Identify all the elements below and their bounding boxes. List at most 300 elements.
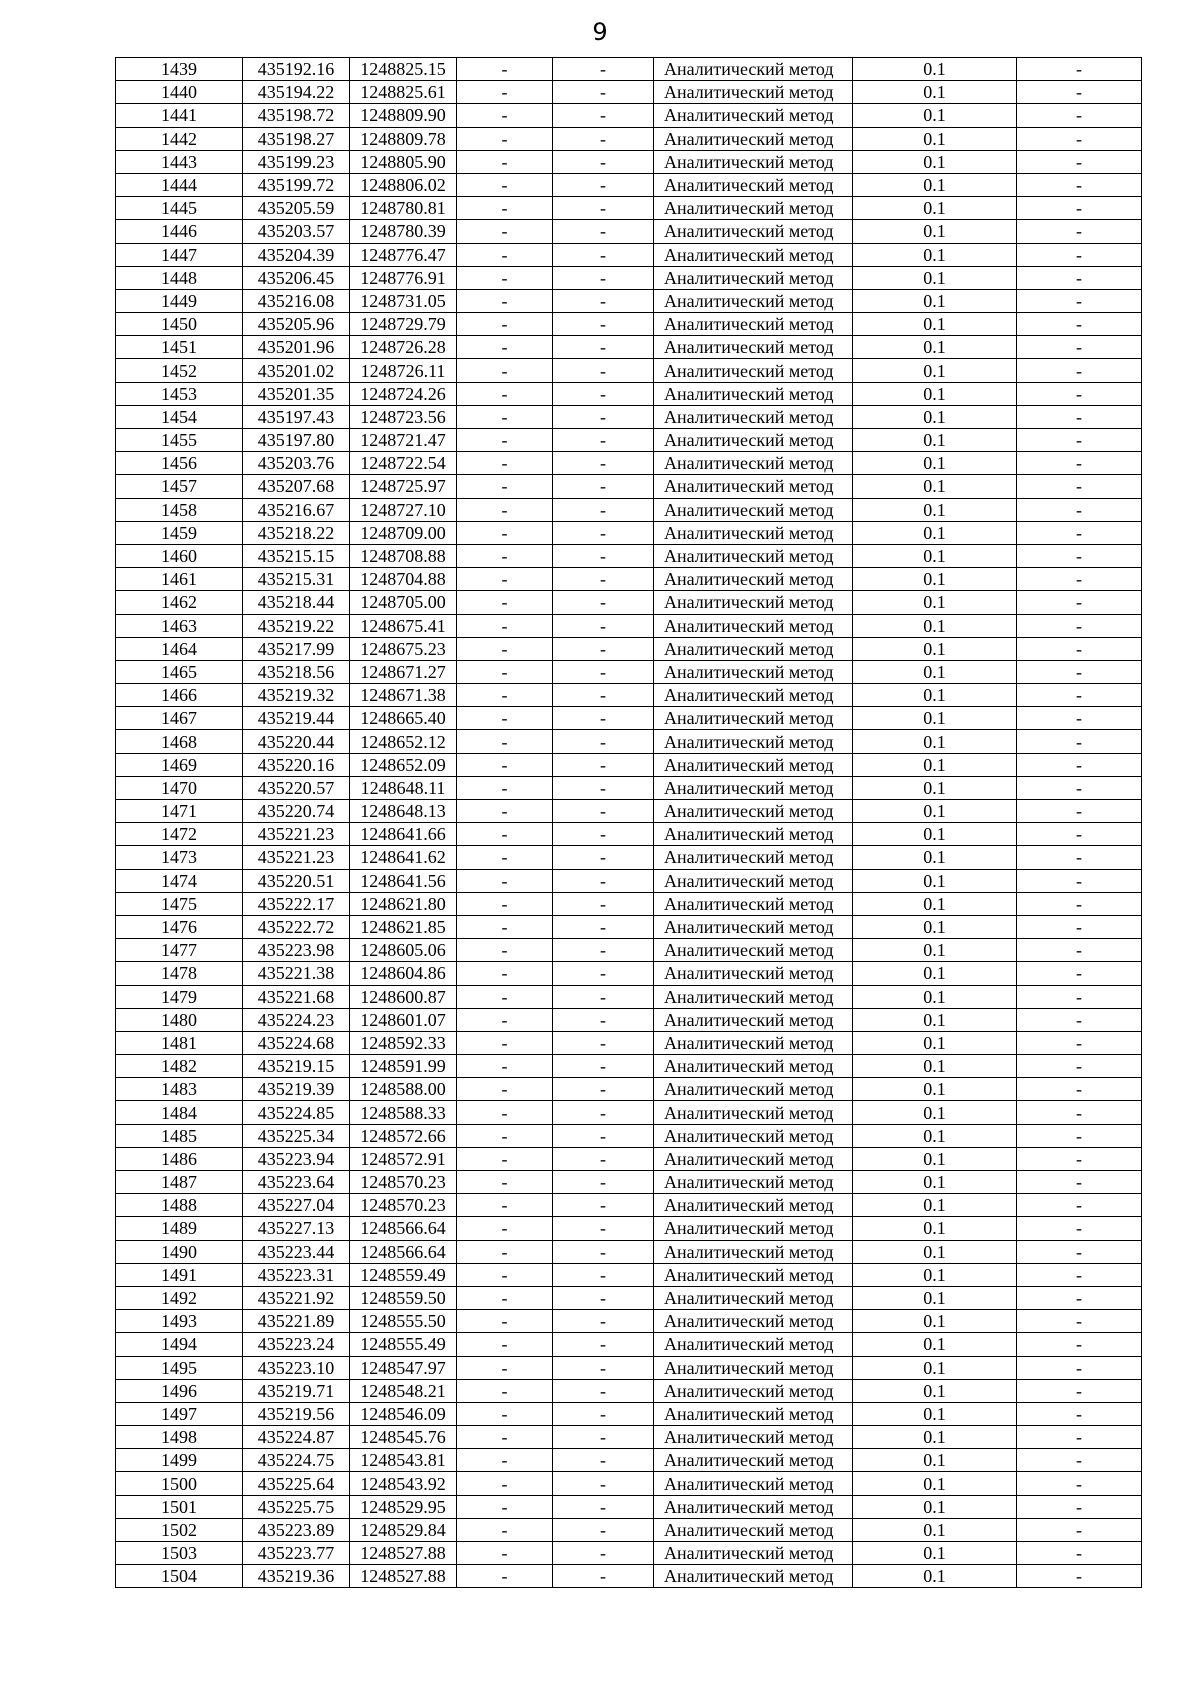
empty-cell-c: - — [1017, 220, 1142, 243]
empty-cell-c: - — [1017, 776, 1142, 799]
empty-cell-b: - — [553, 58, 654, 81]
point-number-cell: 1497 — [116, 1402, 243, 1425]
empty-cell-b: - — [553, 498, 654, 521]
empty-cell-c: - — [1017, 1518, 1142, 1541]
empty-cell-c: - — [1017, 1495, 1142, 1518]
x-coordinate-cell: 435223.77 — [243, 1542, 350, 1565]
empty-cell-a: - — [457, 776, 553, 799]
method-cell: Аналитический метод — [654, 1542, 853, 1565]
empty-cell-a: - — [457, 1542, 553, 1565]
table-row — [116, 1031, 1142, 1054]
table-row — [116, 614, 1142, 637]
x-coordinate-cell: 435222.17 — [243, 892, 350, 915]
method-cell: Аналитический метод — [654, 1402, 853, 1425]
method-cell: Аналитический метод — [654, 660, 853, 683]
x-coordinate-cell: 435218.22 — [243, 521, 350, 544]
y-coordinate-cell: 1248641.66 — [350, 823, 457, 846]
accuracy-cell: 0.1 — [853, 660, 1017, 683]
y-coordinate-cell: 1248809.90 — [350, 104, 457, 127]
method-cell: Аналитический метод — [654, 81, 853, 104]
x-coordinate-cell: 435223.98 — [243, 939, 350, 962]
table-row — [116, 915, 1142, 938]
x-coordinate-cell: 435225.34 — [243, 1124, 350, 1147]
empty-cell-b: - — [553, 1263, 654, 1286]
empty-cell-b: - — [553, 1449, 654, 1472]
empty-cell-a: - — [457, 915, 553, 938]
method-cell: Аналитический метод — [654, 1124, 853, 1147]
empty-cell-c: - — [1017, 58, 1142, 81]
accuracy-cell: 0.1 — [853, 1171, 1017, 1194]
x-coordinate-cell: 435225.64 — [243, 1472, 350, 1495]
accuracy-cell: 0.1 — [853, 1565, 1017, 1588]
x-coordinate-cell: 435205.96 — [243, 313, 350, 336]
empty-cell-a: - — [457, 266, 553, 289]
empty-cell-a: - — [457, 637, 553, 660]
y-coordinate-cell: 1248641.56 — [350, 869, 457, 892]
empty-cell-a: - — [457, 1078, 553, 1101]
accuracy-cell: 0.1 — [853, 1518, 1017, 1541]
empty-cell-c: - — [1017, 1356, 1142, 1379]
table-row — [116, 730, 1142, 753]
empty-cell-b: - — [553, 846, 654, 869]
x-coordinate-cell: 435198.27 — [243, 127, 350, 150]
empty-cell-a: - — [457, 1449, 553, 1472]
empty-cell-b: - — [553, 1171, 654, 1194]
y-coordinate-cell: 1248652.12 — [350, 730, 457, 753]
x-coordinate-cell: 435223.10 — [243, 1356, 350, 1379]
empty-cell-c: - — [1017, 1333, 1142, 1356]
y-coordinate-cell: 1248671.38 — [350, 684, 457, 707]
point-number-cell: 1460 — [116, 544, 243, 567]
y-coordinate-cell: 1248671.27 — [350, 660, 457, 683]
empty-cell-c: - — [1017, 591, 1142, 614]
point-number-cell: 1462 — [116, 591, 243, 614]
table-row — [116, 660, 1142, 683]
method-cell: Аналитический метод — [654, 1101, 853, 1124]
method-cell: Аналитический метод — [654, 104, 853, 127]
y-coordinate-cell: 1248721.47 — [350, 429, 457, 452]
point-number-cell: 1470 — [116, 776, 243, 799]
empty-cell-c: - — [1017, 289, 1142, 312]
y-coordinate-cell: 1248709.00 — [350, 521, 457, 544]
x-coordinate-cell: 435227.13 — [243, 1217, 350, 1240]
table-row — [116, 452, 1142, 475]
empty-cell-b: - — [553, 1217, 654, 1240]
table-row — [116, 1495, 1142, 1518]
accuracy-cell: 0.1 — [853, 429, 1017, 452]
empty-cell-c: - — [1017, 173, 1142, 196]
empty-cell-c: - — [1017, 1101, 1142, 1124]
method-cell: Аналитический метод — [654, 1565, 853, 1588]
point-number-cell: 1442 — [116, 127, 243, 150]
x-coordinate-cell: 435192.16 — [243, 58, 350, 81]
empty-cell-b: - — [553, 753, 654, 776]
accuracy-cell: 0.1 — [853, 405, 1017, 428]
method-cell: Аналитический метод — [654, 382, 853, 405]
empty-cell-a: - — [457, 220, 553, 243]
accuracy-cell: 0.1 — [853, 58, 1017, 81]
point-number-cell: 1448 — [116, 266, 243, 289]
empty-cell-a: - — [457, 892, 553, 915]
table-row — [116, 81, 1142, 104]
empty-cell-c: - — [1017, 405, 1142, 428]
x-coordinate-cell: 435224.68 — [243, 1031, 350, 1054]
empty-cell-c: - — [1017, 1310, 1142, 1333]
method-cell: Аналитический метод — [654, 1055, 853, 1078]
method-cell: Аналитический метод — [654, 1333, 853, 1356]
x-coordinate-cell: 435220.44 — [243, 730, 350, 753]
x-coordinate-cell: 435220.57 — [243, 776, 350, 799]
empty-cell-c: - — [1017, 1402, 1142, 1425]
empty-cell-a: - — [457, 985, 553, 1008]
y-coordinate-cell: 1248825.15 — [350, 58, 457, 81]
table-row — [116, 684, 1142, 707]
empty-cell-a: - — [457, 614, 553, 637]
empty-cell-c: - — [1017, 104, 1142, 127]
empty-cell-c: - — [1017, 684, 1142, 707]
method-cell: Аналитический метод — [654, 1171, 853, 1194]
accuracy-cell: 0.1 — [853, 568, 1017, 591]
x-coordinate-cell: 435221.89 — [243, 1310, 350, 1333]
x-coordinate-cell: 435223.64 — [243, 1171, 350, 1194]
method-cell: Аналитический метод — [654, 1217, 853, 1240]
empty-cell-c: - — [1017, 313, 1142, 336]
empty-cell-b: - — [553, 591, 654, 614]
y-coordinate-cell: 1248529.95 — [350, 1495, 457, 1518]
point-number-cell: 1466 — [116, 684, 243, 707]
empty-cell-b: - — [553, 405, 654, 428]
x-coordinate-cell: 435215.15 — [243, 544, 350, 567]
empty-cell-c: - — [1017, 197, 1142, 220]
point-number-cell: 1475 — [116, 892, 243, 915]
point-number-cell: 1447 — [116, 243, 243, 266]
accuracy-cell: 0.1 — [853, 1333, 1017, 1356]
x-coordinate-cell: 435225.75 — [243, 1495, 350, 1518]
empty-cell-a: - — [457, 1124, 553, 1147]
empty-cell-a: - — [457, 684, 553, 707]
accuracy-cell: 0.1 — [853, 1310, 1017, 1333]
method-cell: Аналитический метод — [654, 58, 853, 81]
empty-cell-c: - — [1017, 753, 1142, 776]
point-number-cell: 1467 — [116, 707, 243, 730]
point-number-cell: 1487 — [116, 1171, 243, 1194]
empty-cell-c: - — [1017, 637, 1142, 660]
accuracy-cell: 0.1 — [853, 1495, 1017, 1518]
table-row — [116, 568, 1142, 591]
empty-cell-a: - — [457, 591, 553, 614]
x-coordinate-cell: 435220.16 — [243, 753, 350, 776]
empty-cell-a: - — [457, 475, 553, 498]
point-number-cell: 1458 — [116, 498, 243, 521]
method-cell: Аналитический метод — [654, 869, 853, 892]
x-coordinate-cell: 435219.22 — [243, 614, 350, 637]
point-number-cell: 1479 — [116, 985, 243, 1008]
empty-cell-c: - — [1017, 1194, 1142, 1217]
y-coordinate-cell: 1248621.85 — [350, 915, 457, 938]
accuracy-cell: 0.1 — [853, 544, 1017, 567]
empty-cell-a: - — [457, 313, 553, 336]
empty-cell-b: - — [553, 892, 654, 915]
table-row — [116, 521, 1142, 544]
empty-cell-b: - — [553, 1402, 654, 1425]
accuracy-cell: 0.1 — [853, 1194, 1017, 1217]
table-row — [116, 1472, 1142, 1495]
empty-cell-b: - — [553, 1518, 654, 1541]
method-cell: Аналитический метод — [654, 962, 853, 985]
y-coordinate-cell: 1248729.79 — [350, 313, 457, 336]
accuracy-cell: 0.1 — [853, 1240, 1017, 1263]
accuracy-cell: 0.1 — [853, 1031, 1017, 1054]
empty-cell-c: - — [1017, 846, 1142, 869]
method-cell: Аналитический метод — [654, 684, 853, 707]
x-coordinate-cell: 435198.72 — [243, 104, 350, 127]
empty-cell-c: - — [1017, 1426, 1142, 1449]
accuracy-cell: 0.1 — [853, 591, 1017, 614]
point-number-cell: 1449 — [116, 289, 243, 312]
empty-cell-c: - — [1017, 1217, 1142, 1240]
empty-cell-a: - — [457, 1472, 553, 1495]
table-row — [116, 1310, 1142, 1333]
point-number-cell: 1473 — [116, 846, 243, 869]
table-row — [116, 336, 1142, 359]
table-row — [116, 58, 1142, 81]
empty-cell-b: - — [553, 800, 654, 823]
x-coordinate-cell: 435215.31 — [243, 568, 350, 591]
empty-cell-b: - — [553, 823, 654, 846]
empty-cell-c: - — [1017, 707, 1142, 730]
empty-cell-a: - — [457, 1495, 553, 1518]
empty-cell-b: - — [553, 637, 654, 660]
empty-cell-b: - — [553, 1472, 654, 1495]
empty-cell-b: - — [553, 985, 654, 1008]
method-cell: Аналитический метод — [654, 1286, 853, 1309]
table-row — [116, 985, 1142, 1008]
x-coordinate-cell: 435220.51 — [243, 869, 350, 892]
accuracy-cell: 0.1 — [853, 81, 1017, 104]
x-coordinate-cell: 435218.56 — [243, 660, 350, 683]
point-number-cell: 1463 — [116, 614, 243, 637]
x-coordinate-cell: 435206.45 — [243, 266, 350, 289]
method-cell: Аналитический метод — [654, 1031, 853, 1054]
x-coordinate-cell: 435203.76 — [243, 452, 350, 475]
accuracy-cell: 0.1 — [853, 1217, 1017, 1240]
accuracy-cell: 0.1 — [853, 498, 1017, 521]
x-coordinate-cell: 435201.02 — [243, 359, 350, 382]
empty-cell-a: - — [457, 336, 553, 359]
table-row — [116, 1542, 1142, 1565]
table-row — [116, 1240, 1142, 1263]
table-row — [116, 962, 1142, 985]
empty-cell-a: - — [457, 753, 553, 776]
table-row — [116, 939, 1142, 962]
empty-cell-b: - — [553, 1379, 654, 1402]
method-cell: Аналитический метод — [654, 1449, 853, 1472]
empty-cell-c: - — [1017, 614, 1142, 637]
point-number-cell: 1503 — [116, 1542, 243, 1565]
x-coordinate-cell: 435219.39 — [243, 1078, 350, 1101]
accuracy-cell: 0.1 — [853, 1472, 1017, 1495]
table-row — [116, 1194, 1142, 1217]
empty-cell-c: - — [1017, 1379, 1142, 1402]
table-row — [116, 800, 1142, 823]
point-number-cell: 1469 — [116, 753, 243, 776]
method-cell: Аналитический метод — [654, 939, 853, 962]
empty-cell-b: - — [553, 81, 654, 104]
accuracy-cell: 0.1 — [853, 266, 1017, 289]
point-number-cell: 1496 — [116, 1379, 243, 1402]
empty-cell-a: - — [457, 1194, 553, 1217]
y-coordinate-cell: 1248527.88 — [350, 1565, 457, 1588]
y-coordinate-cell: 1248546.09 — [350, 1402, 457, 1425]
point-number-cell: 1452 — [116, 359, 243, 382]
method-cell: Аналитический метод — [654, 150, 853, 173]
x-coordinate-cell: 435220.74 — [243, 800, 350, 823]
empty-cell-c: - — [1017, 800, 1142, 823]
x-coordinate-cell: 435223.31 — [243, 1263, 350, 1286]
y-coordinate-cell: 1248675.41 — [350, 614, 457, 637]
method-cell: Аналитический метод — [654, 498, 853, 521]
accuracy-cell: 0.1 — [853, 104, 1017, 127]
empty-cell-c: - — [1017, 266, 1142, 289]
x-coordinate-cell: 435205.59 — [243, 197, 350, 220]
table-row — [116, 475, 1142, 498]
accuracy-cell: 0.1 — [853, 220, 1017, 243]
table-row — [116, 1518, 1142, 1541]
empty-cell-c: - — [1017, 1055, 1142, 1078]
x-coordinate-cell: 435197.43 — [243, 405, 350, 428]
x-coordinate-cell: 435224.85 — [243, 1101, 350, 1124]
method-cell: Аналитический метод — [654, 614, 853, 637]
point-number-cell: 1477 — [116, 939, 243, 962]
empty-cell-a: - — [457, 568, 553, 591]
x-coordinate-cell: 435223.24 — [243, 1333, 350, 1356]
table-row — [116, 498, 1142, 521]
point-number-cell: 1485 — [116, 1124, 243, 1147]
table-row — [116, 1449, 1142, 1472]
accuracy-cell: 0.1 — [853, 1263, 1017, 1286]
method-cell: Аналитический метод — [654, 127, 853, 150]
accuracy-cell: 0.1 — [853, 637, 1017, 660]
y-coordinate-cell: 1248825.61 — [350, 81, 457, 104]
y-coordinate-cell: 1248529.84 — [350, 1518, 457, 1541]
point-number-cell: 1474 — [116, 869, 243, 892]
point-number-cell: 1476 — [116, 915, 243, 938]
method-cell: Аналитический метод — [654, 985, 853, 1008]
accuracy-cell: 0.1 — [853, 753, 1017, 776]
y-coordinate-cell: 1248641.62 — [350, 846, 457, 869]
y-coordinate-cell: 1248776.91 — [350, 266, 457, 289]
point-number-cell: 1491 — [116, 1263, 243, 1286]
empty-cell-b: - — [553, 1008, 654, 1031]
empty-cell-c: - — [1017, 429, 1142, 452]
empty-cell-b: - — [553, 568, 654, 591]
table-row — [116, 1356, 1142, 1379]
table-row — [116, 429, 1142, 452]
accuracy-cell: 0.1 — [853, 846, 1017, 869]
method-cell: Аналитический метод — [654, 1310, 853, 1333]
y-coordinate-cell: 1248591.99 — [350, 1055, 457, 1078]
accuracy-cell: 0.1 — [853, 173, 1017, 196]
empty-cell-c: - — [1017, 336, 1142, 359]
table-row — [116, 104, 1142, 127]
y-coordinate-cell: 1248555.50 — [350, 1310, 457, 1333]
empty-cell-c: - — [1017, 823, 1142, 846]
empty-cell-b: - — [553, 1356, 654, 1379]
accuracy-cell: 0.1 — [853, 985, 1017, 1008]
empty-cell-b: - — [553, 1310, 654, 1333]
y-coordinate-cell: 1248543.81 — [350, 1449, 457, 1472]
empty-cell-a: - — [457, 1263, 553, 1286]
accuracy-cell: 0.1 — [853, 1008, 1017, 1031]
x-coordinate-cell: 435203.57 — [243, 220, 350, 243]
method-cell: Аналитический метод — [654, 289, 853, 312]
table-row — [116, 220, 1142, 243]
point-number-cell: 1498 — [116, 1426, 243, 1449]
empty-cell-b: - — [553, 220, 654, 243]
table-row — [116, 1402, 1142, 1425]
empty-cell-b: - — [553, 776, 654, 799]
method-cell: Аналитический метод — [654, 637, 853, 660]
empty-cell-c: - — [1017, 150, 1142, 173]
page-number: 9 — [592, 18, 608, 46]
point-number-cell: 1481 — [116, 1031, 243, 1054]
method-cell: Аналитический метод — [654, 266, 853, 289]
empty-cell-b: - — [553, 1078, 654, 1101]
y-coordinate-cell: 1248724.26 — [350, 382, 457, 405]
empty-cell-c: - — [1017, 1263, 1142, 1286]
y-coordinate-cell: 1248588.33 — [350, 1101, 457, 1124]
x-coordinate-cell: 435218.44 — [243, 591, 350, 614]
method-cell: Аналитический метод — [654, 220, 853, 243]
x-coordinate-cell: 435199.23 — [243, 150, 350, 173]
empty-cell-c: - — [1017, 544, 1142, 567]
point-number-cell: 1457 — [116, 475, 243, 498]
point-number-cell: 1490 — [116, 1240, 243, 1263]
x-coordinate-cell: 435219.32 — [243, 684, 350, 707]
accuracy-cell: 0.1 — [853, 1449, 1017, 1472]
point-number-cell: 1455 — [116, 429, 243, 452]
x-coordinate-cell: 435219.36 — [243, 1565, 350, 1588]
empty-cell-a: - — [457, 382, 553, 405]
method-cell: Аналитический метод — [654, 753, 853, 776]
accuracy-cell: 0.1 — [853, 892, 1017, 915]
empty-cell-c: - — [1017, 915, 1142, 938]
x-coordinate-cell: 435201.96 — [243, 336, 350, 359]
table-row — [116, 1263, 1142, 1286]
empty-cell-c: - — [1017, 985, 1142, 1008]
x-coordinate-cell: 435221.38 — [243, 962, 350, 985]
empty-cell-c: - — [1017, 730, 1142, 753]
y-coordinate-cell: 1248665.40 — [350, 707, 457, 730]
empty-cell-b: - — [553, 104, 654, 127]
accuracy-cell: 0.1 — [853, 1078, 1017, 1101]
empty-cell-b: - — [553, 1101, 654, 1124]
y-coordinate-cell: 1248780.39 — [350, 220, 457, 243]
x-coordinate-cell: 435216.08 — [243, 289, 350, 312]
empty-cell-a: - — [457, 939, 553, 962]
accuracy-cell: 0.1 — [853, 243, 1017, 266]
empty-cell-b: - — [553, 266, 654, 289]
empty-cell-c: - — [1017, 1078, 1142, 1101]
empty-cell-a: - — [457, 660, 553, 683]
y-coordinate-cell: 1248805.90 — [350, 150, 457, 173]
empty-cell-a: - — [457, 1008, 553, 1031]
accuracy-cell: 0.1 — [853, 521, 1017, 544]
table-row — [116, 591, 1142, 614]
empty-cell-c: - — [1017, 1171, 1142, 1194]
method-cell: Аналитический метод — [654, 336, 853, 359]
accuracy-cell: 0.1 — [853, 336, 1017, 359]
